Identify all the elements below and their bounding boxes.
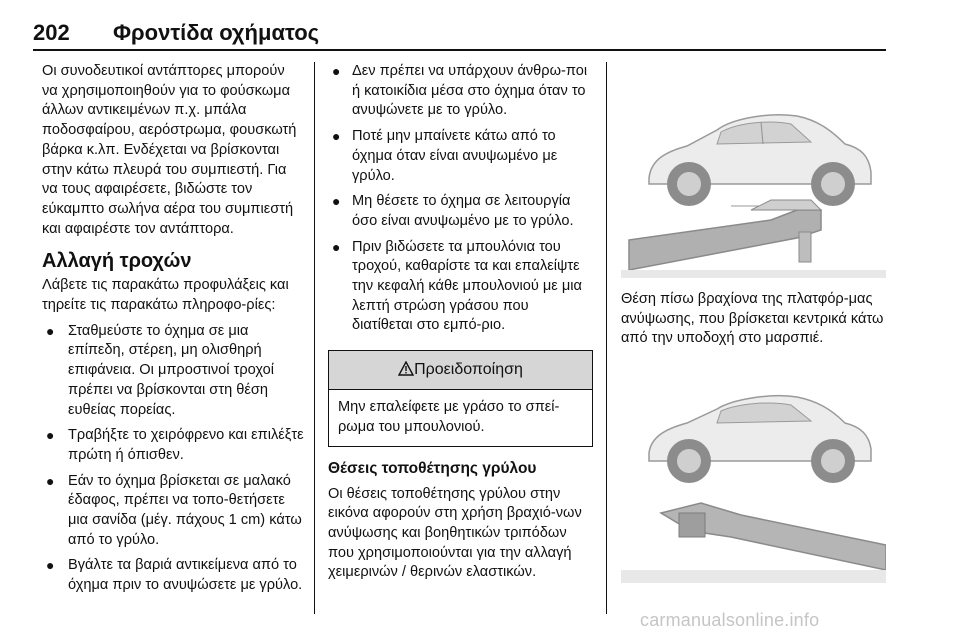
car-lift-illustration bbox=[621, 365, 886, 583]
list-item: ● Μη θέσετε το όχημα σε λειτουργία όσο είναι ανυψωμένο με το γρύλο. bbox=[332, 193, 574, 229]
bullet-icon: ● bbox=[332, 193, 341, 210]
list-item: ● Βγάλτε τα βαριά αντικείμενα από το όχημα πριν το ανυψώσετε με γρύλο. bbox=[46, 557, 303, 594]
page-title: Φροντίδα οχήματος bbox=[113, 20, 320, 45]
section-heading: Αλλαγή τροχών bbox=[42, 250, 192, 273]
safety-list bbox=[328, 62, 593, 336]
page-header bbox=[0, 0, 960, 52]
bullet-icon: ● bbox=[46, 557, 55, 574]
list-item: ● Σταθμεύστε το όχημα σε μια επίπεδη, στέρεη, μη ολισθηρή επιφάνεια. Οι μπροστινοί τροχοί πρέπει να βρίσκονται στη θέση ευθείας πορείας. bbox=[46, 322, 274, 418]
column-middle bbox=[328, 62, 593, 583]
subsection-heading: Θέσεις τοποθέτησης γρύλου bbox=[328, 459, 537, 477]
column-left bbox=[42, 62, 304, 596]
warning-title: Προειδοποίηση bbox=[414, 361, 523, 379]
lead-paragraph: Λάβετε τις παρακάτω προφυλάξεις και τηρείτε τις παρακάτω πληροφο-ρίες: bbox=[42, 277, 289, 314]
warning-box bbox=[328, 350, 593, 446]
bullet-icon: ● bbox=[332, 238, 341, 255]
warning-text: Μην επαλείφετε με γράσο το σπεί-ρωμα του μπουλονιού. bbox=[338, 399, 560, 435]
column-divider bbox=[314, 62, 315, 614]
list-item: ● Ποτέ μην μπαίνετε κάτω από το όχημα όταν είναι ανυψωμένο με γρύλο. bbox=[332, 128, 558, 184]
watermark: carmanualsonline.info bbox=[640, 610, 820, 630]
column-right bbox=[621, 60, 886, 583]
list-item: ● Τραβήξτε το χειρόφρενο και επιλέξτε πρώτη ή όπισθεν. bbox=[46, 427, 304, 463]
precautions-list bbox=[42, 322, 304, 596]
bullet-icon: ● bbox=[332, 63, 341, 79]
figure-caption: Θέση πίσω βραχίονα της πλατφόρ-μας ανύψωσης, που βρίσκεται κεντρικά κάτω από την υποδοχή στο μαρσπιέ. bbox=[621, 291, 884, 347]
figure-rear-lift-arm bbox=[621, 60, 886, 278]
jack-positions-paragraph: Οι θέσεις τοποθέτησης γρύλου στην εικόνα αφορούν στη χρήση βραχιό-νων ανύψωσης και βοηθητικών τριπόδων που χρησιμοποιούνται για την αλλαγή χειμερινών / θερινών ελαστικών. bbox=[328, 485, 582, 581]
figure-front-lift-arm bbox=[621, 365, 886, 583]
list-item: ● Εάν το όχημα βρίσκεται σε μαλακό έδαφος, πρέπει να τοπο-θετήσετε μια σανίδα (μέγ. πάχους 1 cm) κάτω από το γρύλο. bbox=[46, 472, 302, 548]
list-item: ● Πριν βιδώσετε τα μπουλόνια του τροχού, καθαρίστε τα και επαλείψτε την κεφαλή κάθε μπουλονιού με μια λεπτή στρώση γράσου που διατίθεται στο εμπό-ριο. bbox=[332, 238, 582, 334]
column-divider bbox=[606, 62, 607, 614]
warning-header bbox=[329, 351, 592, 390]
header-rule bbox=[33, 49, 886, 51]
page-number: 202 bbox=[33, 20, 70, 45]
bullet-icon: ● bbox=[46, 472, 55, 489]
list-item: ● Δεν πρέπει να υπάρχουν άνθρω-ποι ή κατοικίδια μέσα στο όχημα όταν το ανυψώνετε με το γρύλο. bbox=[332, 63, 588, 119]
bullet-icon: ● bbox=[332, 128, 341, 145]
bullet-icon: ● bbox=[46, 322, 55, 339]
bullet-icon: ● bbox=[46, 427, 55, 444]
warning-triangle-icon bbox=[398, 361, 414, 376]
car-lift-illustration bbox=[621, 60, 886, 278]
intro-paragraph: Οι συνοδευτικοί αντάπτορες μπορούν να χρησιμοποιηθούν για το φούσκωμα άλλων αντικειμένων π.χ. μπάλα ποδοσφαίρου, αερόστρωμα, φουσκωτή βάρκα κ.λπ. Ενδέχεται να βρίσκονται στην κάτω πλευρά του συμπιεστή. Για να τους αφαιρέσετε, βιδώστε τον εύκαμπτο σωλήνα αέρα του συμπιεστή και αφαιρέστε τον αντάπτορα. bbox=[42, 63, 297, 237]
